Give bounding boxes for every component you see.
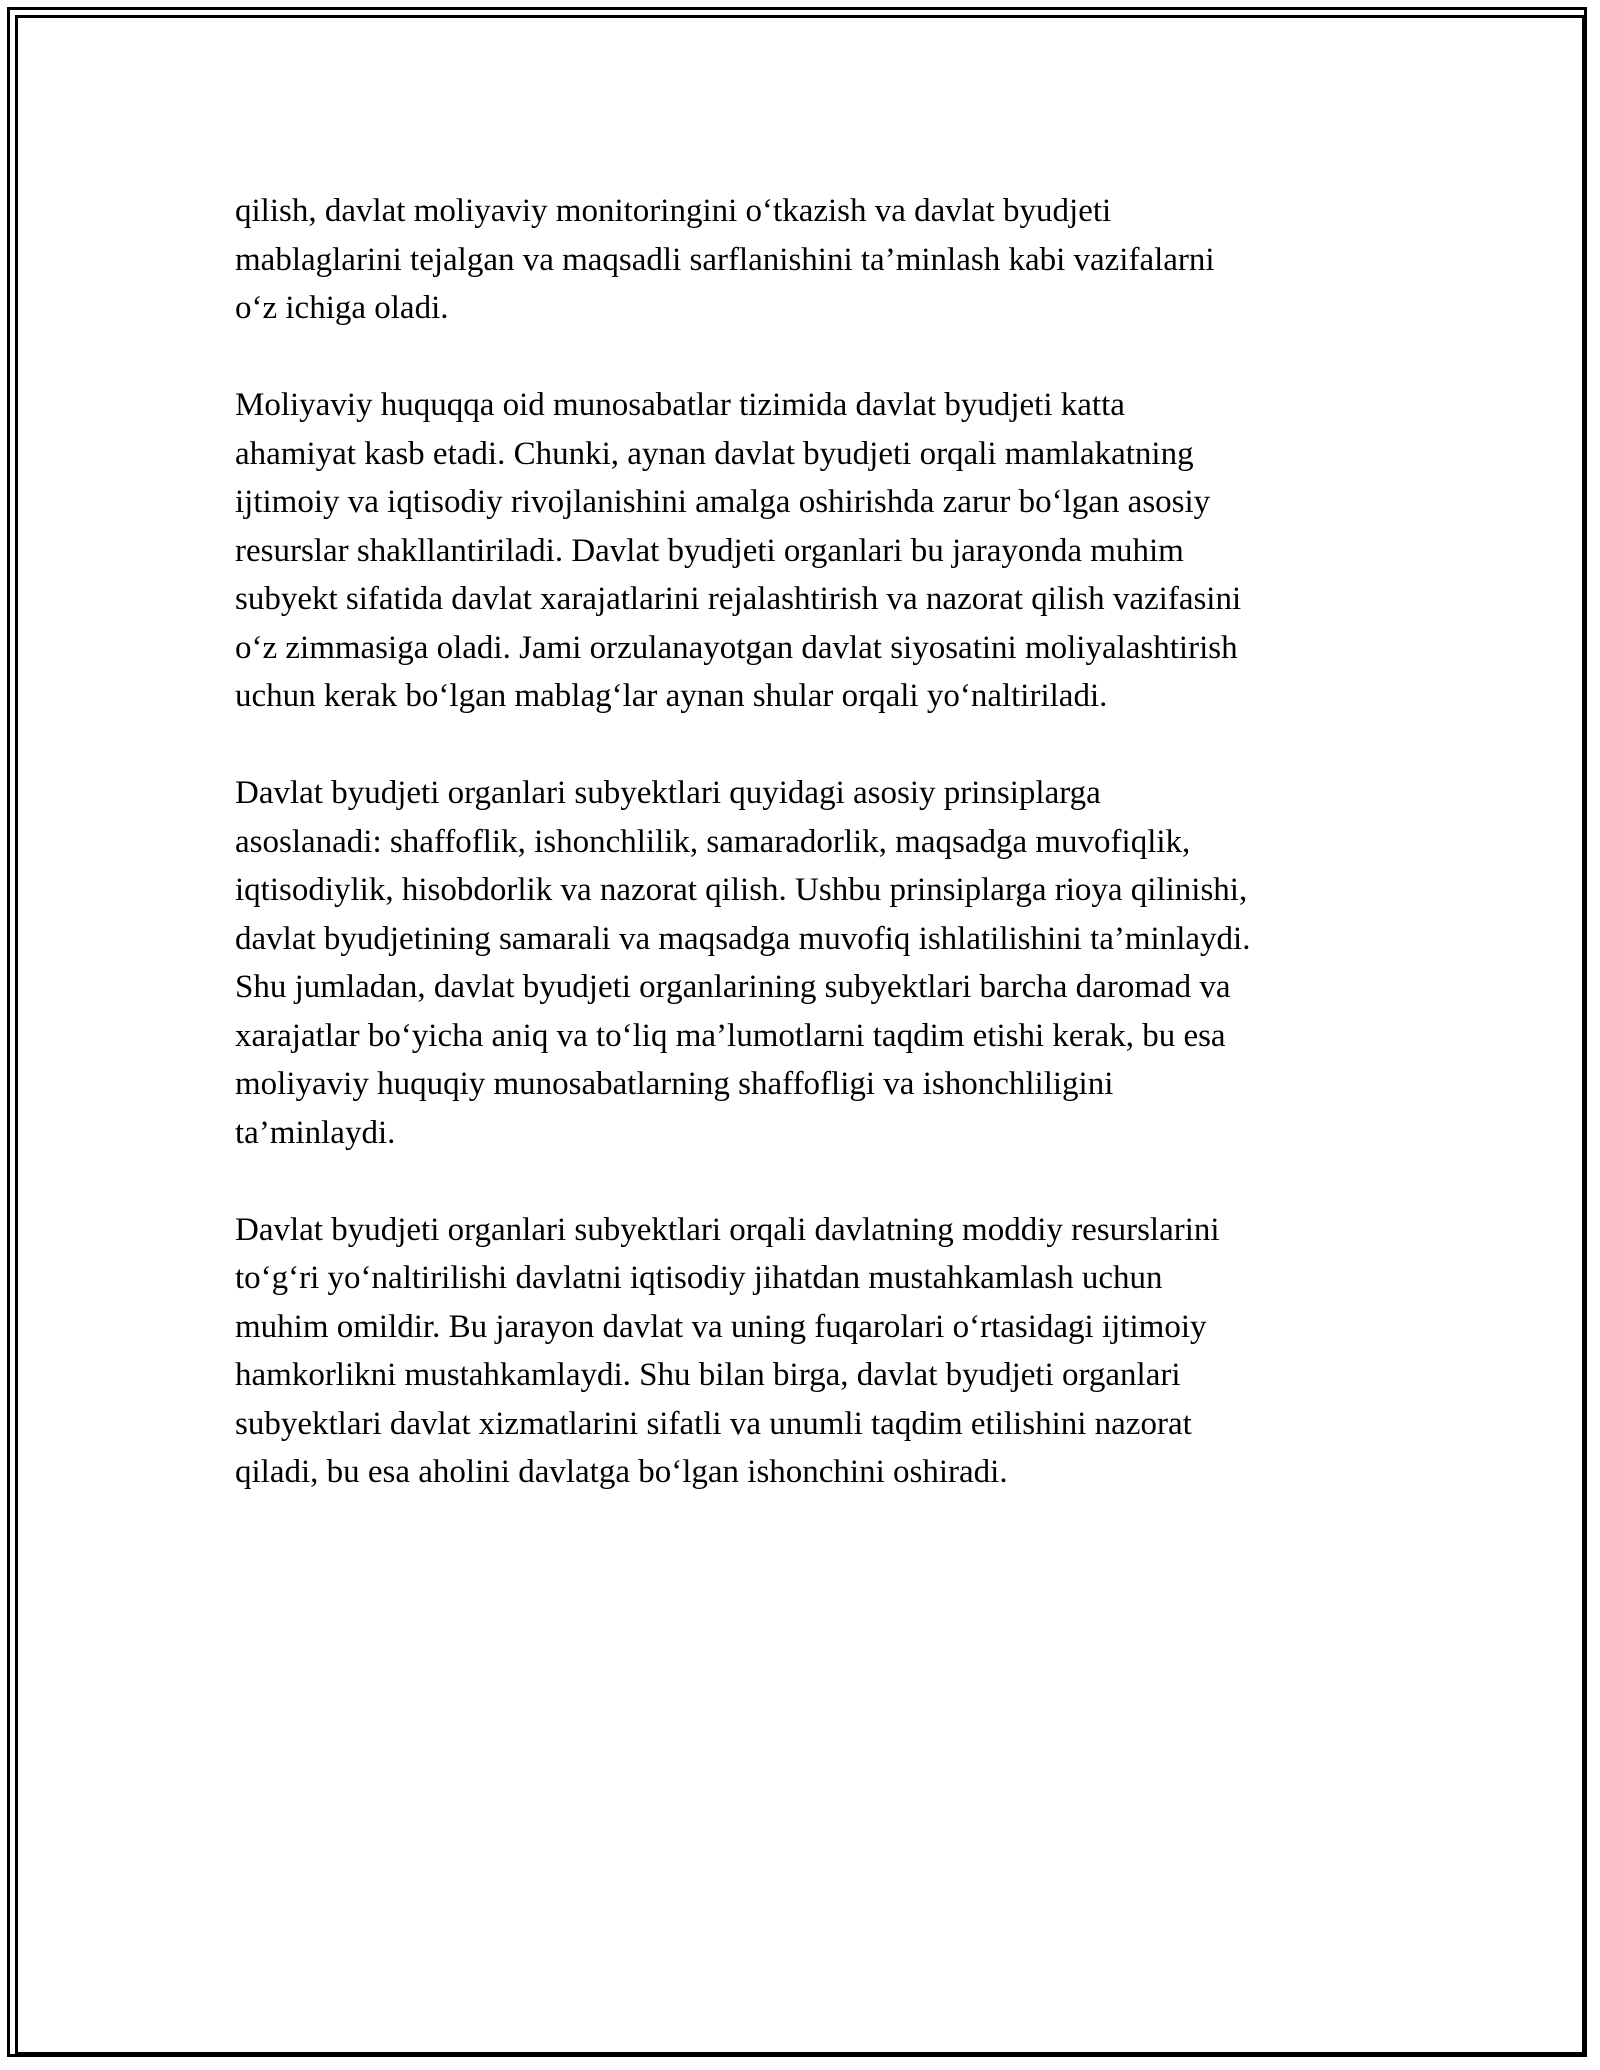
paragraph-4: Davlat byudjeti organlari subyektlari orqali davlatning moddiy resurslarini to‘g‘ri yo‘naltirilishi davlatni iqtisodiy jihatdan mustahkamlash uchun muhim omildir. Bu jarayon davlat va uning fuqarolari o‘rtasidagi ijtimoiy hamkorlikni mustahkamlaydi. Shu bilan birga, davlat byudjeti organlari subyektlari davlat xizmatlarini sifatli va unumli taqdim etilishini nazorat qiladi, bu esa aholini davlatga bo‘lgan ishonchini oshiradi.: [235, 1211, 1220, 1490]
paragraph-2: Moliyaviy huquqqa oid munosabatlar tizimida davlat byudjeti katta ahamiyat kasb etadi. Chunki, aynan davlat byudjeti orqali mamlakatning ijtimoiy va iqtisodiy rivojlanishini amalga oshirishda zarur bo‘lgan asosiy resurslar shakllantiriladi. Davlat byudjeti organlari bu jarayonda muhim subyekt sifatida davlat xarajatlarini rejalashtirish va nazorat qilish vazifasini o‘z zimmasiga oladi. Jami orzulanayotgan davlat siyosatini moliyalashtirish uchun kerak bo‘lgan mablag‘lar aynan shular orqali yo‘naltiriladi.: [235, 387, 1242, 714]
document-body: [235, 187, 1370, 1545]
paragraph-3: Davlat byudjeti organlari subyektlari quyidagi asosiy prinsiplarga asoslanadi: shaffoflik, ishonchlilik, samaradorlik, maqsadga muvofiqlik, iqtisodiylik, hisobdorlik va nazorat qilish. Ushbu prinsiplarga rioya qilinishi, davlat byudjetining samarali va maqsadga muvofiq ishlatilishini ta’minlaydi. Shu jumladan, davlat byudjeti organlarining subyektlari barcha daromad va xarajatlar bo‘yicha aniq va to‘liq ma’lumotlarni taqdim etishi kerak, bu esa moliyaviy huquqiy munosabatlarning shaffofligi va ishonchliligini ta’minlaydi.: [235, 775, 1251, 1151]
paragraph-1: qilish, davlat moliyaviy monitoringini o‘tkazish va davlat byudjeti mablaglarini tejalgan va maqsadli sarflanishini ta’minlash kabi vazifalarni o‘z ichiga oladi.: [235, 193, 1215, 326]
